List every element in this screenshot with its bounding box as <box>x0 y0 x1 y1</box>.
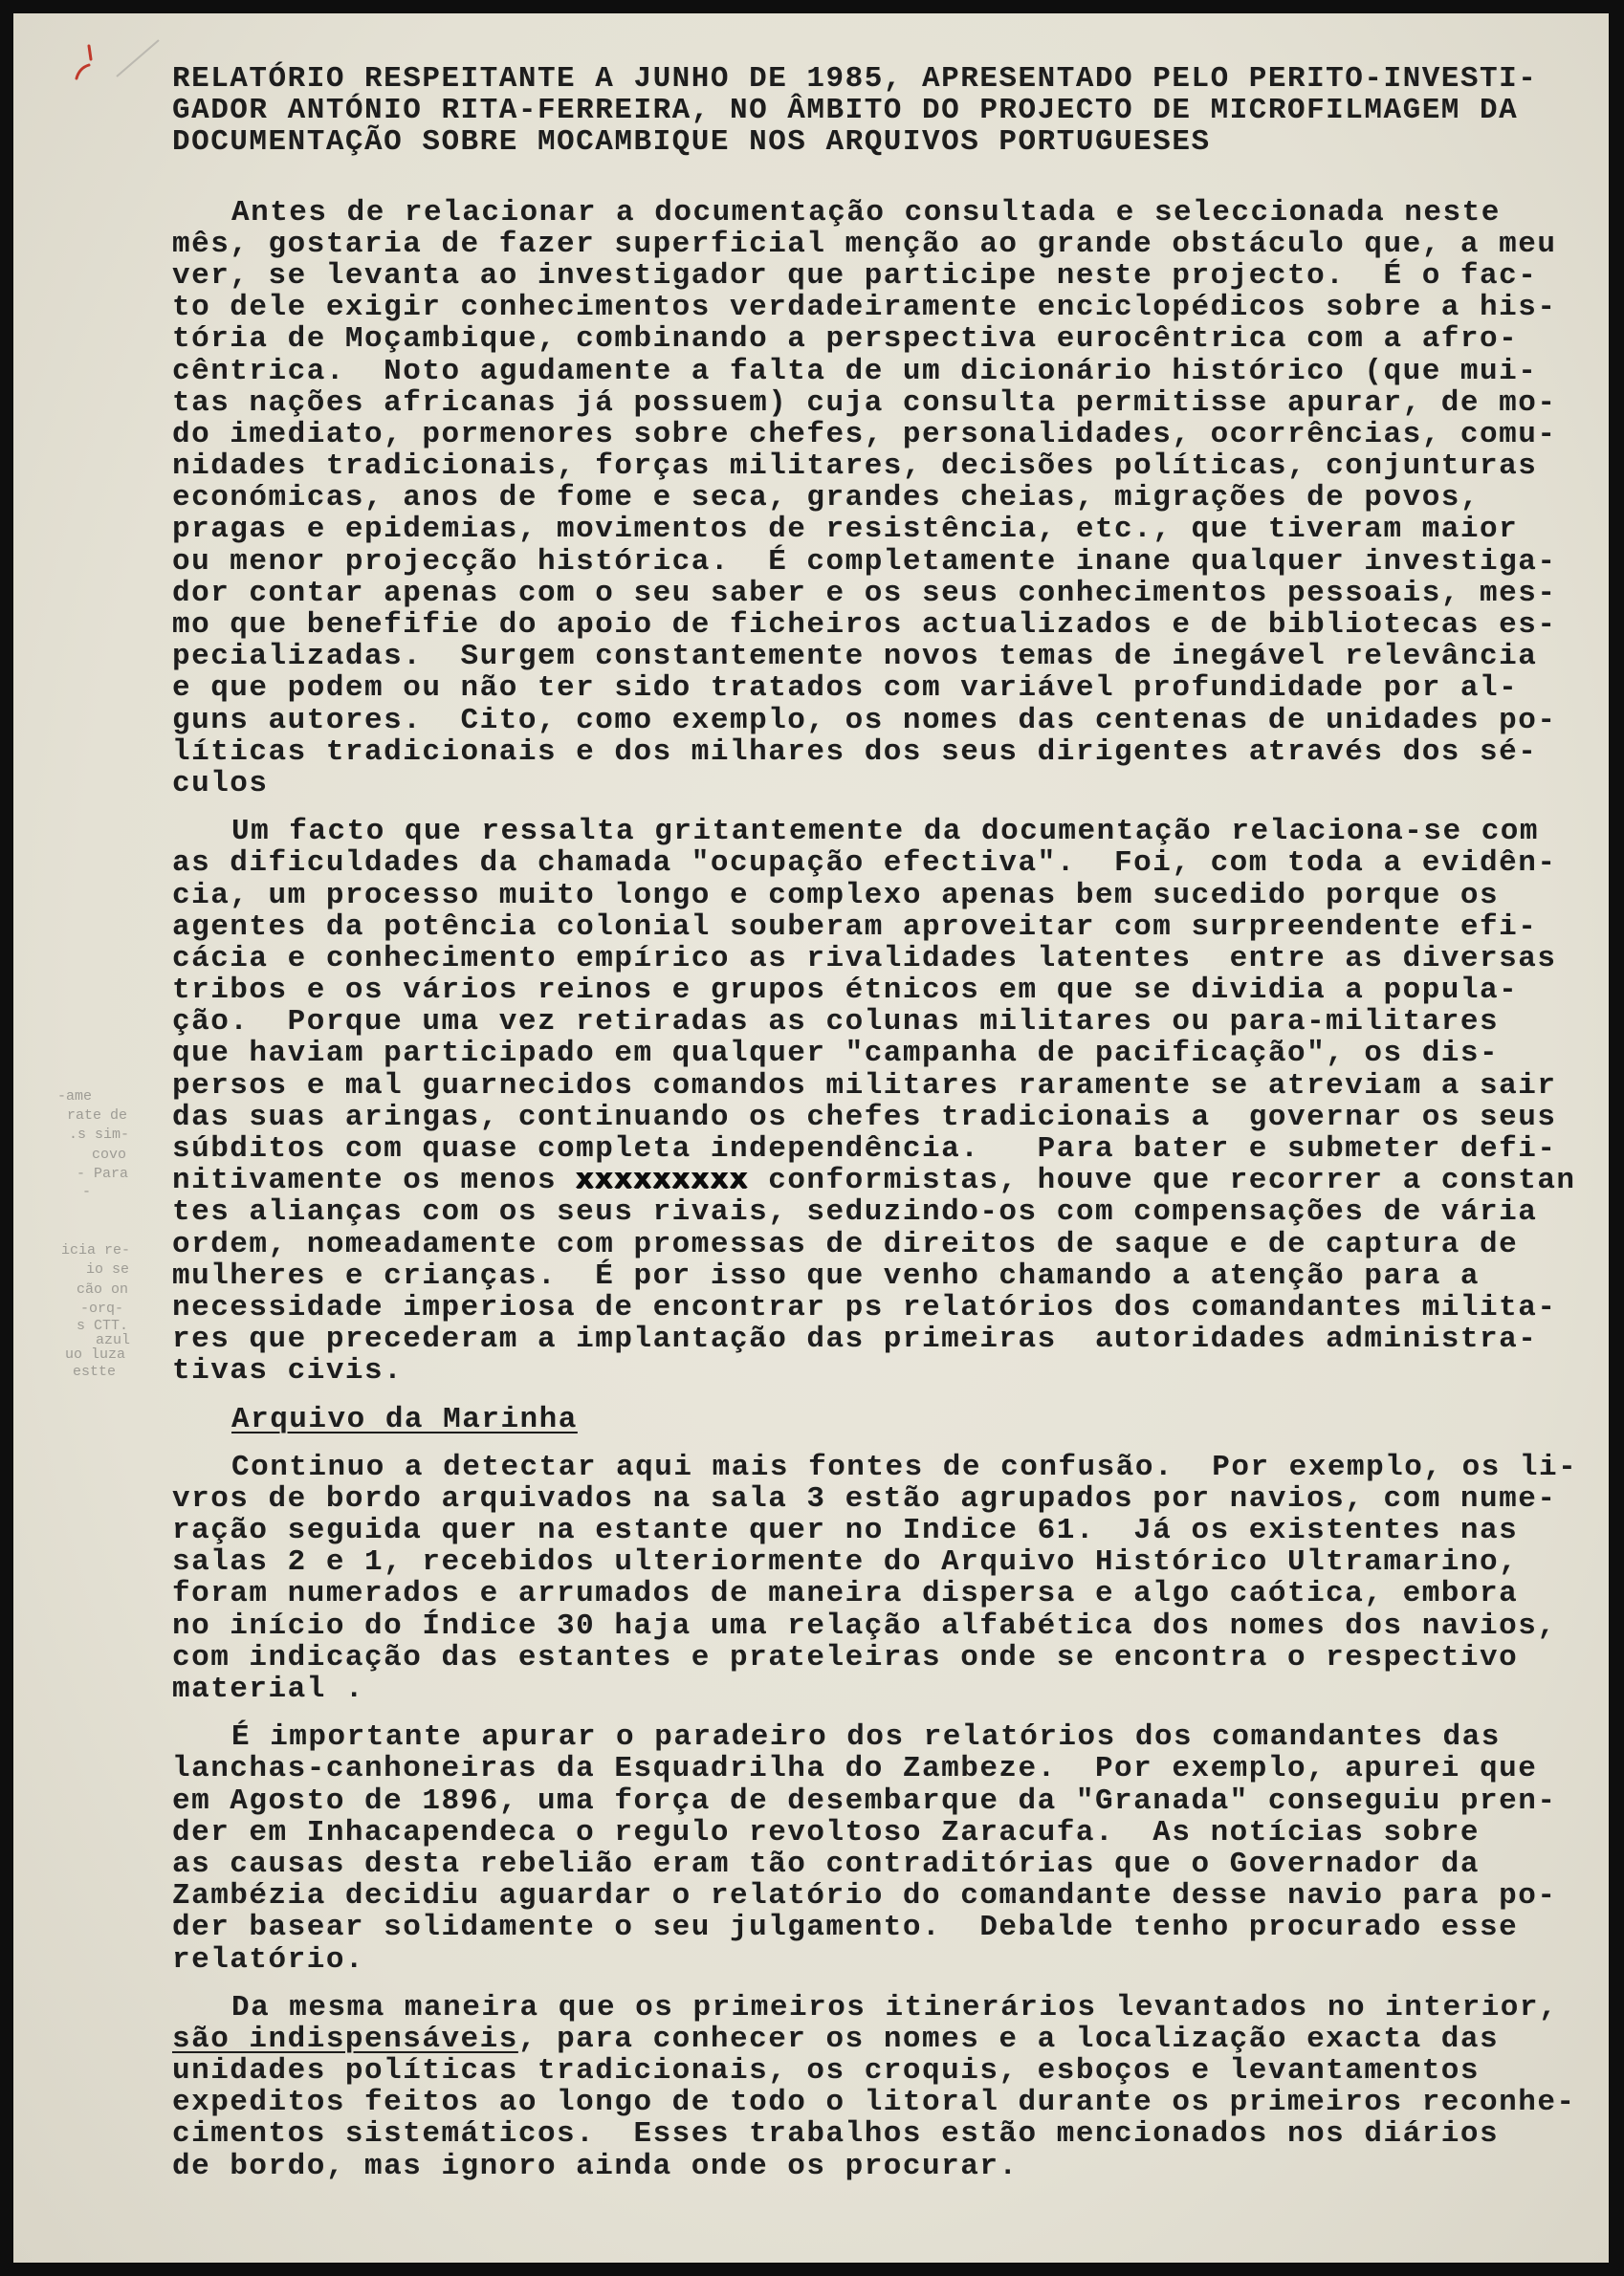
paragraph-line: cácia e conhecimento empírico as rivalidades latentes entre as diversas <box>172 941 1557 975</box>
paragraph-line: tas nações africanas já possuem) cuja consulta permitisse apurar, de mo- <box>172 385 1557 420</box>
paragraph-line: dor contar apenas com o seu saber e os seus conhecimentos pessoais, mes- <box>172 576 1557 610</box>
bleed-through-text: -orq- <box>80 1301 124 1317</box>
paragraph-line: foram numerados e arrumados de maneira dispersa e algo caótica, embora <box>172 1577 1519 1611</box>
bleed-through-text: cão on <box>77 1281 129 1298</box>
section-heading <box>172 1404 1577 1435</box>
bleed-through-text: .s sim- <box>69 1127 130 1143</box>
paragraph-line: tória de Moçambique, combinando a perspectiva eurocêntrica com a afro- <box>172 322 1519 357</box>
paragraph <box>172 1452 1577 1706</box>
paragraph-line <box>172 2024 1577 2055</box>
section-heading-text: Arquivo da Marinha <box>231 1402 578 1436</box>
underlined-text: são indispensáveis <box>172 2022 518 2056</box>
paragraph-line: nidades tradicionais, forças militares, decisões políticas, conjunturas <box>172 449 1538 484</box>
paragraph-line: ver, se levanta ao investigador que participe neste projecto. É o fac- <box>172 258 1538 293</box>
paragraph-line: relatório. <box>172 1942 365 1977</box>
paragraph-line: salas 2 e 1, recebidos ulteriormente do Arquivo Histórico Ultramarino, <box>172 1545 1519 1580</box>
paragraph-line: e que podem ou não ter sido tratados com variável profundidade por al- <box>172 671 1519 706</box>
paragraph-line: to dele exigir conhecimentos verdadeiramente enciclopédicos sobre a his- <box>172 291 1557 325</box>
paragraph-line: lanchas-canhoneiras da Esquadrilha do Zambeze. Por exemplo, apurei que <box>172 1752 1538 1786</box>
paragraph-line: pecializadas. Surgem constantemente novos temas de inegável relevância <box>172 640 1538 674</box>
bleed-through-text: icia re- <box>61 1242 131 1258</box>
red-pen-marks <box>57 29 172 90</box>
paragraph <box>172 1721 1577 1976</box>
paragraph-line: cia, um processo muito longo e complexo apenas bem sucedido porque os <box>172 878 1500 912</box>
bleed-through-text: io se <box>86 1261 130 1278</box>
paragraph-line: ou menor projecção histórica. É completamente inane qualquer investiga- <box>172 544 1557 579</box>
bleed-through-text: covo <box>92 1147 127 1163</box>
struck-out-text: xxxxxxxxx <box>576 1164 750 1198</box>
paragraph-line: tes alianças com os seus rivais, seduzindo-os com compensações de vária <box>172 1195 1538 1230</box>
paragraph-line: pragas e epidemias, movimentos de resistência, etc., que tiveram maior <box>172 513 1519 547</box>
paragraph-line: culos <box>172 766 269 800</box>
paragraph-line: ração seguida quer na estante quer no Indice 61. Já os existentes nas <box>172 1514 1519 1548</box>
paragraph-line: tribos e os vários reinos e grupos étnicos em que se dividia a popula- <box>172 974 1519 1008</box>
paragraph-line: Continuo a detectar aqui mais fontes de confusão. Por exemplo, os li- <box>231 1450 1578 1484</box>
title-line: DOCUMENTAÇÃO SOBRE MOCAMBIQUE NOS ARQUIVOS PORTUGUESES <box>172 125 1211 160</box>
title-line: GADOR ANTÓNIO RITA-FERREIRA, NO ÂMBITO DO PROJECTO DE MICROFILMAGEM DA <box>172 94 1519 128</box>
paragraph-line: Um facto que ressalta gritantemente da documentação relaciona-se com <box>231 815 1540 849</box>
paragraph-line: expeditos feitos ao longo de todo o litoral durante os primeiros reconhe- <box>172 2086 1576 2120</box>
paragraph-line: Zambézia decidiu aguardar o relatório do comandante desse navio para po- <box>172 1879 1557 1914</box>
line-text: conformistas, houve que recorrer a constan <box>749 1164 1576 1198</box>
red-tick-mark <box>89 46 91 59</box>
paragraph-line: as dificuldades da chamada "ocupação efectiva". Foi, com toda a evidên- <box>172 846 1557 881</box>
bleed-through-text: -ame <box>57 1088 93 1105</box>
paragraph <box>172 816 1577 1387</box>
paragraph-line: líticas tradicionais e dos milhares dos seus dirigentes através dos sé- <box>172 734 1538 769</box>
paragraph-line: com indicação das estantes e prateleiras onde se encontra o respectivo <box>172 1640 1519 1674</box>
paragraph-line: cêntrica. Noto agudamente a falta de um dicionário histórico (que mui- <box>172 354 1538 388</box>
paragraph-line: É importante apurar o paradeiro dos relatórios dos comandantes das <box>231 1720 1501 1755</box>
paragraph-line: vros de bordo arquivados na sala 3 estão agrupados por navios, com nume- <box>172 1481 1557 1516</box>
paragraph <box>172 1992 1577 2182</box>
paragraph-line: persos e mal guarnecidos comandos militares raramente se atreviam a sair <box>172 1068 1557 1103</box>
paragraph-line: do imediato, pormenores sobre chefes, personalidades, ocorrências, comu- <box>172 417 1557 451</box>
paragraph-line: cimentos sistemáticos. Esses trabalhos estão mencionados nos diários <box>172 2117 1500 2152</box>
paragraph-line: no início do Índice 30 haja uma relação alfabética dos nomes dos navios, <box>172 1609 1557 1643</box>
paragraph-line: material . <box>172 1673 365 1706</box>
report-body <box>172 63 1577 2182</box>
bleed-through-text: azul <box>96 1332 131 1348</box>
paragraph-line <box>172 1165 1577 1196</box>
report-title <box>172 63 1577 159</box>
paragraph-line: das suas aringas, continuando os chefes tradicionais a governar os seus <box>172 1100 1557 1134</box>
paragraph-line: agentes da potência colonial souberam aproveitar com surpreendente efi- <box>172 909 1538 944</box>
line-text: nitivamente os menos <box>172 1164 577 1198</box>
bleed-through-text: - Para <box>77 1166 129 1182</box>
paragraph-line: der basear solidamente o seu julgamento. Debalde tenho procurado esse <box>172 1911 1519 1945</box>
paragraph-line: mês, gostaria de fazer superficial menção ao grande obstáculo que, a meu <box>172 227 1557 261</box>
paragraph-line: súbditos com quase completa independência. Para bater e submeter defi- <box>172 1132 1557 1166</box>
bleed-through-text: - <box>82 1184 92 1200</box>
paragraph <box>172 197 1577 800</box>
paragraph-line: em Agosto de 1896, uma força de desembarque da "Granada" conseguiu pren- <box>172 1784 1557 1818</box>
pencil-stroke <box>117 40 159 77</box>
title-line: RELATÓRIO RESPEITANTE A JUNHO DE 1985, APRESENTADO PELO PERITO-INVESTI- <box>172 62 1538 96</box>
paragraph-line: ordem, nomeadamente com promessas de direitos de saque e de captura de <box>172 1227 1519 1261</box>
line-text: , para conhecer os nomes e a localização exacta das <box>517 2022 1500 2056</box>
bleed-through-text: rate de <box>67 1107 128 1124</box>
paragraph-line: ção. Porque uma vez retiradas as colunas militares ou para-militares <box>172 1005 1500 1040</box>
bleed-through-text: uo luza <box>65 1346 126 1363</box>
paragraph-line: Antes de relacionar a documentação consultada e seleccionada neste <box>231 195 1501 230</box>
paragraph-line: mulheres e crianças. É por isso que venho chamando a atenção para a <box>172 1258 1481 1293</box>
paragraph-line: guns autores. Cito, como exemplo, os nomes das centenas de unidades po- <box>172 703 1557 737</box>
bleed-through-text: s CTT. <box>77 1318 129 1334</box>
paragraph-line: Da mesma maneira que os primeiros itinerários levantados no interior, <box>231 1990 1559 2024</box>
paragraph-line: económicas, anos de fome e seca, grandes cheias, migrações de povos, <box>172 481 1481 515</box>
paragraph-line: tivas civis. <box>172 1354 404 1389</box>
section-heading-block <box>172 1404 1577 1435</box>
paragraph-line: de bordo, mas ignoro ainda onde os procurar. <box>172 2149 1019 2183</box>
paragraph-line: unidades políticas tradicionais, os croquis, esboços e levantamentos <box>172 2054 1481 2089</box>
paragraph-line: as causas desta rebelião eram tão contraditórias que o Governador da <box>172 1847 1481 1881</box>
red-hook-mark <box>77 65 89 78</box>
bleed-through-text: estte <box>73 1364 117 1380</box>
paragraph-line: que haviam participado em qualquer "campanha de pacificação", os dis- <box>172 1037 1500 1071</box>
paragraph-line: der em Inhacapendeca o regulo revoltoso Zaracufa. As notícias sobre <box>172 1815 1481 1849</box>
paragraph-line: mo que benefifie do apoio de ficheiros actualizados e de bibliotecas es- <box>172 608 1557 642</box>
paragraph-line: res que precederam a implantação das primeiras autoridades administra- <box>172 1323 1538 1357</box>
paragraph-line: necessidade imperiosa de encontrar ps relatórios dos comandantes milita- <box>172 1290 1557 1324</box>
